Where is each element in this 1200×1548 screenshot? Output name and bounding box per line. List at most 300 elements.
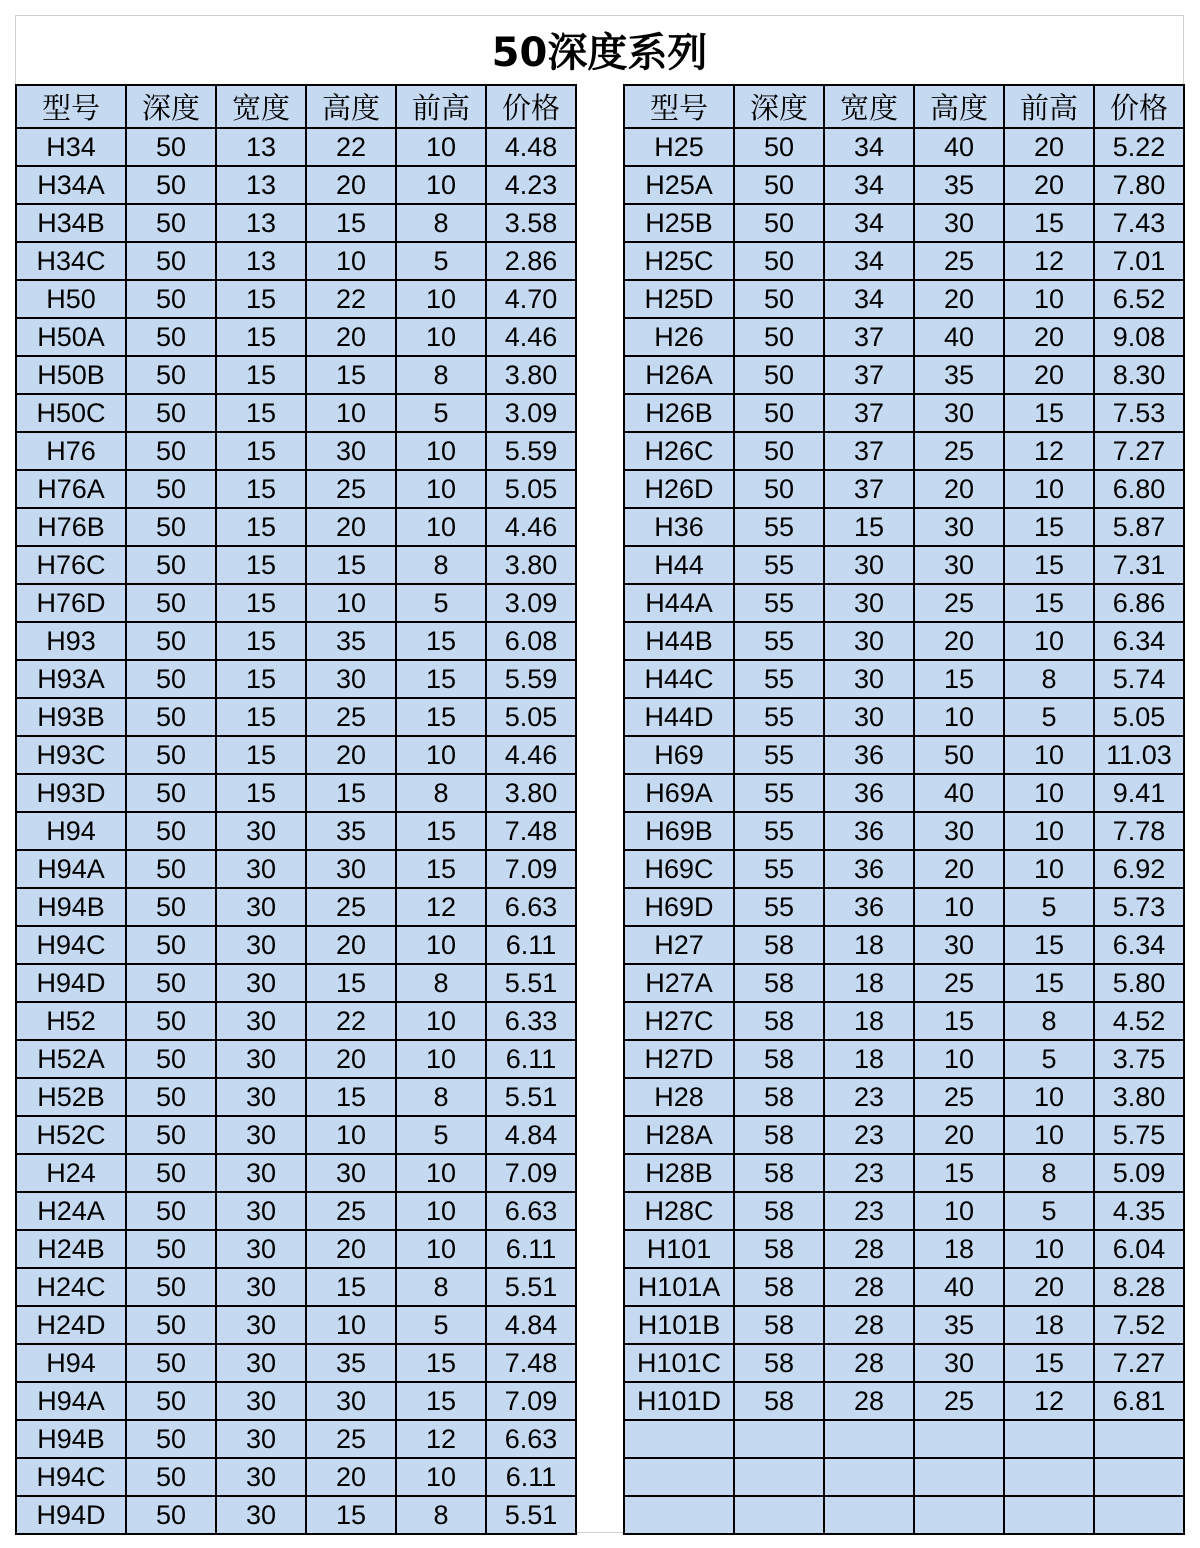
cell-width[interactable]: 18 [824,1002,914,1040]
cell-height[interactable]: 30 [914,508,1004,546]
cell-price[interactable]: 5.09 [1094,1154,1184,1192]
cell-depth[interactable]: 50 [126,470,216,508]
cell-depth[interactable]: 58 [734,1040,824,1078]
cell-height[interactable]: 35 [914,356,1004,394]
cell-price[interactable]: 6.34 [1094,622,1184,660]
cell-width[interactable]: 30 [824,546,914,584]
cell-width[interactable]: 15 [824,508,914,546]
cell-width[interactable]: 30 [824,698,914,736]
cell-depth[interactable]: 50 [126,888,216,926]
cell-height[interactable]: 20 [306,736,396,774]
cell-price[interactable]: 5.59 [486,432,576,470]
cell-width[interactable]: 28 [824,1344,914,1382]
cell-price[interactable]: 5.73 [1094,888,1184,926]
cell-model[interactable]: H27D [624,1040,734,1078]
cell-front-height[interactable]: 10 [396,280,486,318]
cell-front-height[interactable]: 10 [1004,1230,1094,1268]
cell-model[interactable] [624,1496,734,1534]
cell-price[interactable]: 4.46 [486,508,576,546]
cell-height[interactable]: 10 [306,1306,396,1344]
cell-depth[interactable]: 50 [126,1496,216,1534]
cell-front-height[interactable]: 20 [1004,166,1094,204]
cell-front-height[interactable]: 8 [396,774,486,812]
cell-front-height[interactable]: 20 [1004,318,1094,356]
cell-model[interactable]: H76 [16,432,126,470]
cell-height[interactable]: 30 [306,660,396,698]
cell-model[interactable]: H34C [16,242,126,280]
cell-model[interactable]: H76A [16,470,126,508]
cell-width[interactable]: 34 [824,280,914,318]
cell-height[interactable] [914,1458,1004,1496]
cell-model[interactable]: H69B [624,812,734,850]
cell-height[interactable]: 25 [306,1192,396,1230]
header-price[interactable]: 价格 [486,85,576,128]
cell-height[interactable]: 40 [914,774,1004,812]
cell-depth[interactable]: 50 [126,1306,216,1344]
cell-width[interactable]: 13 [216,128,306,166]
header-depth[interactable]: 深度 [734,85,824,128]
cell-width[interactable]: 15 [216,546,306,584]
cell-height[interactable]: 15 [306,1268,396,1306]
cell-height[interactable]: 15 [914,1154,1004,1192]
cell-front-height[interactable]: 10 [1004,850,1094,888]
cell-model[interactable]: H27A [624,964,734,1002]
cell-front-height[interactable]: 5 [1004,1040,1094,1078]
cell-width[interactable]: 30 [824,622,914,660]
cell-price[interactable]: 5.51 [486,1496,576,1534]
cell-height[interactable]: 25 [914,432,1004,470]
header-model[interactable]: 型号 [16,85,126,128]
cell-width[interactable]: 18 [824,926,914,964]
cell-front-height[interactable]: 15 [1004,1344,1094,1382]
cell-price[interactable]: 7.48 [486,1344,576,1382]
cell-width[interactable]: 30 [216,1230,306,1268]
cell-height[interactable]: 20 [306,508,396,546]
cell-front-height[interactable]: 20 [1004,1268,1094,1306]
cell-width[interactable]: 37 [824,394,914,432]
cell-depth[interactable]: 58 [734,1230,824,1268]
cell-model[interactable]: H26C [624,432,734,470]
cell-front-height[interactable]: 15 [1004,964,1094,1002]
cell-width[interactable]: 28 [824,1306,914,1344]
cell-height[interactable]: 22 [306,1002,396,1040]
cell-height[interactable]: 15 [306,964,396,1002]
cell-model[interactable]: H93B [16,698,126,736]
cell-model[interactable]: H93A [16,660,126,698]
cell-width[interactable]: 23 [824,1192,914,1230]
cell-width[interactable]: 23 [824,1154,914,1192]
cell-front-height[interactable]: 5 [1004,888,1094,926]
cell-depth[interactable]: 50 [126,1268,216,1306]
cell-price[interactable]: 4.52 [1094,1002,1184,1040]
cell-depth[interactable]: 50 [126,1458,216,1496]
cell-width[interactable]: 30 [216,1154,306,1192]
cell-front-height[interactable]: 15 [396,698,486,736]
cell-height[interactable]: 30 [306,850,396,888]
cell-model[interactable]: H26D [624,470,734,508]
cell-height[interactable]: 20 [306,926,396,964]
cell-front-height[interactable]: 10 [396,318,486,356]
cell-width[interactable]: 23 [824,1116,914,1154]
cell-model[interactable]: H25B [624,204,734,242]
cell-model[interactable]: H28C [624,1192,734,1230]
cell-price[interactable]: 8.30 [1094,356,1184,394]
cell-price[interactable]: 7.52 [1094,1306,1184,1344]
cell-model[interactable]: H25 [624,128,734,166]
cell-width[interactable]: 18 [824,1040,914,1078]
cell-price[interactable]: 5.59 [486,660,576,698]
header-width[interactable]: 宽度 [216,85,306,128]
cell-width[interactable]: 30 [216,1458,306,1496]
cell-depth[interactable]: 55 [734,508,824,546]
cell-depth[interactable]: 50 [734,204,824,242]
cell-price[interactable]: 6.63 [486,888,576,926]
cell-price[interactable]: 3.80 [1094,1078,1184,1116]
cell-model[interactable]: H24C [16,1268,126,1306]
cell-front-height[interactable]: 15 [1004,584,1094,622]
cell-model[interactable]: H69C [624,850,734,888]
cell-depth[interactable] [734,1496,824,1534]
cell-price[interactable]: 7.48 [486,812,576,850]
cell-height[interactable]: 35 [914,166,1004,204]
cell-depth[interactable]: 50 [126,280,216,318]
cell-width[interactable]: 30 [216,1192,306,1230]
cell-model[interactable]: H34 [16,128,126,166]
cell-price[interactable]: 5.51 [486,964,576,1002]
cell-depth[interactable]: 58 [734,1382,824,1420]
cell-front-height[interactable]: 8 [396,1496,486,1534]
cell-height[interactable]: 18 [914,1230,1004,1268]
cell-front-height[interactable]: 10 [396,736,486,774]
cell-model[interactable]: H26B [624,394,734,432]
cell-front-height[interactable]: 10 [396,1458,486,1496]
cell-depth[interactable]: 55 [734,584,824,622]
cell-price[interactable]: 4.84 [486,1306,576,1344]
cell-width[interactable]: 15 [216,356,306,394]
cell-depth[interactable]: 58 [734,1154,824,1192]
cell-height[interactable]: 40 [914,1268,1004,1306]
cell-front-height[interactable]: 15 [396,1344,486,1382]
cell-price[interactable]: 5.87 [1094,508,1184,546]
cell-depth[interactable]: 50 [734,280,824,318]
cell-front-height[interactable]: 10 [396,128,486,166]
cell-front-height[interactable]: 5 [396,394,486,432]
cell-height[interactable]: 20 [914,1116,1004,1154]
cell-price[interactable]: 7.27 [1094,1344,1184,1382]
cell-height[interactable]: 25 [306,470,396,508]
cell-width[interactable]: 34 [824,242,914,280]
cell-depth[interactable]: 55 [734,850,824,888]
cell-front-height[interactable]: 8 [396,1078,486,1116]
cell-height[interactable]: 30 [914,1344,1004,1382]
cell-height[interactable]: 30 [914,926,1004,964]
cell-model[interactable]: H28 [624,1078,734,1116]
cell-price[interactable]: 5.74 [1094,660,1184,698]
cell-height[interactable]: 25 [914,1382,1004,1420]
cell-depth[interactable]: 58 [734,1268,824,1306]
header-front-height[interactable]: 前高 [1004,85,1094,128]
cell-front-height[interactable]: 20 [1004,356,1094,394]
cell-price[interactable]: 6.11 [486,1040,576,1078]
cell-model[interactable]: H50A [16,318,126,356]
cell-price[interactable]: 6.11 [486,926,576,964]
cell-depth[interactable]: 50 [126,584,216,622]
header-height[interactable]: 高度 [914,85,1004,128]
cell-height[interactable]: 10 [306,394,396,432]
cell-price[interactable]: 3.09 [486,584,576,622]
cell-model[interactable]: H94C [16,1458,126,1496]
cell-model[interactable]: H101A [624,1268,734,1306]
cell-width[interactable]: 15 [216,774,306,812]
cell-model[interactable]: H44D [624,698,734,736]
cell-price[interactable]: 4.70 [486,280,576,318]
cell-width[interactable] [824,1420,914,1458]
cell-price[interactable]: 6.81 [1094,1382,1184,1420]
cell-price[interactable]: 5.75 [1094,1116,1184,1154]
cell-width[interactable]: 30 [216,1306,306,1344]
cell-depth[interactable]: 50 [126,394,216,432]
cell-price[interactable]: 4.35 [1094,1192,1184,1230]
header-width[interactable]: 宽度 [824,85,914,128]
cell-front-height[interactable]: 10 [396,1192,486,1230]
cell-model[interactable]: H52B [16,1078,126,1116]
cell-width[interactable]: 15 [216,280,306,318]
cell-width[interactable]: 30 [216,812,306,850]
cell-height[interactable]: 20 [306,1458,396,1496]
cell-width[interactable]: 37 [824,470,914,508]
cell-width[interactable]: 34 [824,166,914,204]
cell-model[interactable]: H94D [16,964,126,1002]
cell-price[interactable]: 5.51 [486,1268,576,1306]
cell-width[interactable]: 30 [216,1002,306,1040]
cell-width[interactable] [824,1496,914,1534]
cell-height[interactable]: 20 [306,1230,396,1268]
cell-depth[interactable]: 50 [126,1344,216,1382]
cell-price[interactable]: 7.78 [1094,812,1184,850]
cell-front-height[interactable] [1004,1420,1094,1458]
cell-width[interactable]: 36 [824,812,914,850]
cell-model[interactable]: H44B [624,622,734,660]
header-front-height[interactable]: 前高 [396,85,486,128]
cell-depth[interactable]: 58 [734,1116,824,1154]
cell-depth[interactable]: 50 [126,1382,216,1420]
cell-model[interactable]: H94C [16,926,126,964]
cell-depth[interactable]: 50 [126,660,216,698]
cell-width[interactable]: 30 [216,1040,306,1078]
cell-front-height[interactable]: 18 [1004,1306,1094,1344]
cell-height[interactable]: 15 [306,774,396,812]
cell-depth[interactable]: 58 [734,926,824,964]
cell-price[interactable]: 5.05 [1094,698,1184,736]
cell-height[interactable]: 10 [914,1192,1004,1230]
cell-width[interactable]: 30 [824,584,914,622]
cell-model[interactable]: H24D [16,1306,126,1344]
cell-price[interactable]: 8.28 [1094,1268,1184,1306]
cell-model[interactable]: H76C [16,546,126,584]
cell-depth[interactable]: 50 [126,128,216,166]
cell-model[interactable]: H69A [624,774,734,812]
cell-model[interactable]: H76D [16,584,126,622]
cell-height[interactable]: 15 [306,1078,396,1116]
cell-price[interactable]: 6.04 [1094,1230,1184,1268]
cell-price[interactable]: 4.46 [486,736,576,774]
cell-front-height[interactable]: 15 [1004,204,1094,242]
cell-model[interactable]: H94A [16,1382,126,1420]
cell-front-height[interactable]: 10 [396,926,486,964]
cell-height[interactable]: 22 [306,128,396,166]
cell-front-height[interactable]: 10 [396,1002,486,1040]
cell-height[interactable]: 35 [914,1306,1004,1344]
cell-front-height[interactable]: 10 [396,1040,486,1078]
cell-price[interactable]: 3.80 [486,774,576,812]
cell-front-height[interactable]: 10 [1004,280,1094,318]
cell-front-height[interactable]: 15 [1004,546,1094,584]
cell-model[interactable] [624,1458,734,1496]
cell-price[interactable] [1094,1458,1184,1496]
cell-price[interactable]: 6.63 [486,1192,576,1230]
cell-price[interactable]: 6.52 [1094,280,1184,318]
cell-height[interactable]: 20 [306,166,396,204]
cell-depth[interactable]: 50 [126,432,216,470]
cell-front-height[interactable]: 10 [396,1230,486,1268]
cell-front-height[interactable]: 10 [396,1154,486,1192]
cell-width[interactable] [824,1458,914,1496]
cell-price[interactable]: 5.22 [1094,128,1184,166]
cell-depth[interactable]: 58 [734,1344,824,1382]
cell-price[interactable]: 3.75 [1094,1040,1184,1078]
cell-depth[interactable]: 55 [734,888,824,926]
cell-depth[interactable]: 50 [126,1002,216,1040]
cell-height[interactable]: 50 [914,736,1004,774]
cell-front-height[interactable]: 15 [396,660,486,698]
cell-price[interactable] [1094,1420,1184,1458]
cell-model[interactable]: H34B [16,204,126,242]
cell-price[interactable]: 6.80 [1094,470,1184,508]
cell-height[interactable]: 20 [914,622,1004,660]
cell-width[interactable]: 15 [216,508,306,546]
cell-depth[interactable]: 50 [126,356,216,394]
cell-model[interactable]: H94 [16,812,126,850]
cell-width[interactable]: 15 [216,698,306,736]
cell-front-height[interactable]: 15 [396,1382,486,1420]
cell-front-height[interactable]: 8 [1004,1002,1094,1040]
cell-price[interactable]: 6.92 [1094,850,1184,888]
cell-height[interactable]: 10 [306,584,396,622]
cell-height[interactable]: 30 [914,394,1004,432]
cell-price[interactable]: 6.08 [486,622,576,660]
cell-width[interactable]: 15 [216,394,306,432]
cell-front-height[interactable]: 8 [396,546,486,584]
cell-model[interactable]: H25C [624,242,734,280]
cell-height[interactable]: 15 [306,356,396,394]
cell-model[interactable]: H27 [624,926,734,964]
cell-front-height[interactable]: 8 [396,1268,486,1306]
cell-model[interactable]: H26A [624,356,734,394]
cell-height[interactable]: 40 [914,318,1004,356]
cell-price[interactable]: 5.05 [486,470,576,508]
cell-depth[interactable]: 58 [734,1192,824,1230]
cell-model[interactable]: H52C [16,1116,126,1154]
cell-width[interactable]: 36 [824,736,914,774]
cell-price[interactable]: 6.33 [486,1002,576,1040]
cell-width[interactable]: 37 [824,356,914,394]
cell-height[interactable]: 25 [306,888,396,926]
cell-front-height[interactable]: 10 [396,166,486,204]
cell-width[interactable]: 34 [824,128,914,166]
cell-height[interactable]: 22 [306,280,396,318]
cell-front-height[interactable]: 15 [1004,926,1094,964]
cell-height[interactable]: 25 [914,964,1004,1002]
cell-front-height[interactable]: 10 [396,432,486,470]
cell-height[interactable]: 10 [914,698,1004,736]
cell-width[interactable]: 36 [824,888,914,926]
cell-model[interactable]: H27C [624,1002,734,1040]
cell-front-height[interactable]: 5 [396,242,486,280]
cell-model[interactable]: H52 [16,1002,126,1040]
cell-model[interactable]: H44C [624,660,734,698]
cell-price[interactable]: 4.46 [486,318,576,356]
cell-width[interactable]: 30 [216,1382,306,1420]
cell-front-height[interactable]: 8 [396,356,486,394]
cell-depth[interactable]: 58 [734,964,824,1002]
cell-price[interactable]: 11.03 [1094,736,1184,774]
cell-model[interactable]: H101D [624,1382,734,1420]
cell-model[interactable]: H44 [624,546,734,584]
cell-height[interactable]: 20 [914,280,1004,318]
cell-depth[interactable]: 50 [734,356,824,394]
cell-model[interactable]: H25D [624,280,734,318]
cell-front-height[interactable]: 10 [1004,1078,1094,1116]
cell-height[interactable] [914,1420,1004,1458]
cell-width[interactable]: 28 [824,1230,914,1268]
cell-model[interactable]: H28B [624,1154,734,1192]
cell-depth[interactable]: 50 [126,242,216,280]
cell-depth[interactable]: 50 [734,166,824,204]
cell-height[interactable]: 35 [306,622,396,660]
cell-model[interactable]: H50B [16,356,126,394]
cell-width[interactable]: 30 [216,964,306,1002]
cell-width[interactable]: 13 [216,242,306,280]
cell-depth[interactable]: 50 [126,1154,216,1192]
cell-height[interactable]: 25 [914,584,1004,622]
cell-depth[interactable]: 50 [734,394,824,432]
cell-width[interactable]: 36 [824,850,914,888]
cell-model[interactable]: H52A [16,1040,126,1078]
cell-front-height[interactable]: 8 [1004,1154,1094,1192]
cell-height[interactable]: 20 [306,318,396,356]
cell-price[interactable]: 7.09 [486,1154,576,1192]
cell-front-height[interactable]: 20 [1004,128,1094,166]
cell-model[interactable]: H50 [16,280,126,318]
cell-depth[interactable]: 50 [126,964,216,1002]
cell-price[interactable]: 9.41 [1094,774,1184,812]
cell-width[interactable]: 23 [824,1078,914,1116]
cell-height[interactable] [914,1496,1004,1534]
cell-front-height[interactable]: 8 [1004,660,1094,698]
cell-front-height[interactable]: 8 [396,204,486,242]
cell-front-height[interactable]: 15 [396,812,486,850]
cell-width[interactable]: 15 [216,584,306,622]
cell-height[interactable]: 20 [914,850,1004,888]
cell-front-height[interactable]: 15 [1004,508,1094,546]
cell-depth[interactable]: 50 [126,1078,216,1116]
cell-model[interactable]: H44A [624,584,734,622]
cell-price[interactable]: 6.34 [1094,926,1184,964]
cell-model[interactable]: H34A [16,166,126,204]
cell-depth[interactable]: 58 [734,1306,824,1344]
cell-price[interactable]: 6.11 [486,1458,576,1496]
cell-height[interactable]: 10 [914,888,1004,926]
